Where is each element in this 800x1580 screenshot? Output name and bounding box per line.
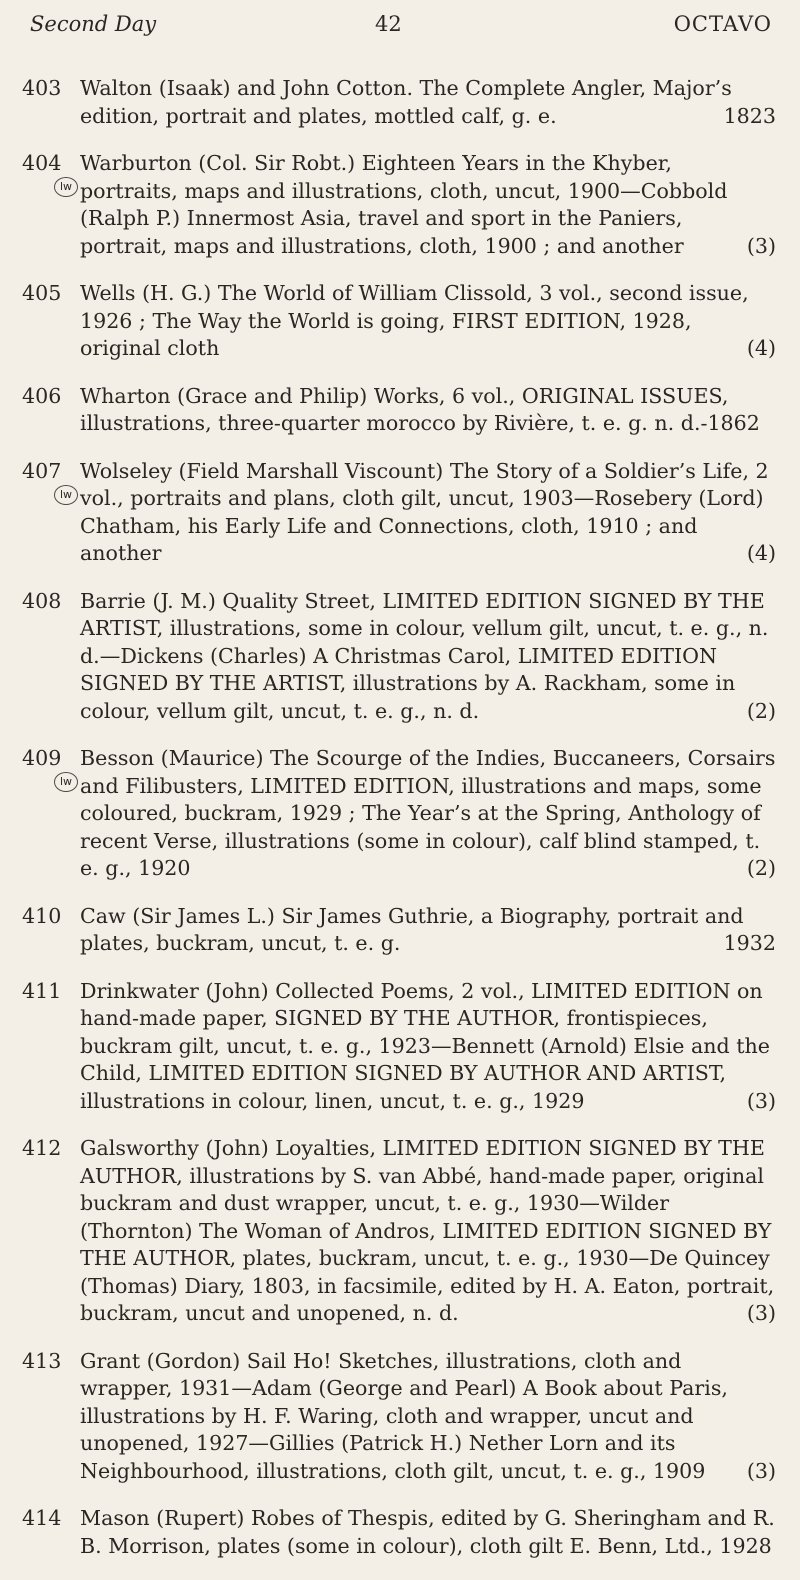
lot-description: Galsworthy (John) Loyalties, LIMITED EDITION SIGNED BY THE AUTHOR, illustrations by S. van Abbé, hand-made paper, original buckram and dust wrapper, uncut, t. e. g., 1930—Wilder (Thornton) The Woman of Andros, LIMITED EDITION SIGNED BY THE AUTHOR, plates, buckram, uncut, t. e. g., 1930—De Quincey (Thomas) Diary, 1803, in facsimile, edited by H. A. Eaton, portrait, buckram, uncut and unopened, n. d.	[80, 1136, 775, 1325]
lot-description: Mason (Rupert) Robes of Thespis, edited by G. Sheringham and R. B. Morrison, plates (some in colour), cloth gilt E. Benn, Ltd., 1928	[80, 1506, 775, 1558]
lot-number: 410	[22, 903, 62, 928]
lot-quantity: (4)	[746, 336, 776, 360]
lot-number: 407	[22, 458, 62, 483]
lot-entry	[22, 280, 776, 363]
lot-description: Grant (Gordon) Sail Ho! Sketches, illustrations, cloth and wrapper, 1931—Adam (George and Pearl) A Book about Paris, illustrations by H. F. Waring, cloth and wrapper, uncut and unopened, 1927—Gillies (Patrick H.) Nether Lorn and its Neighbourhood, illustrations, cloth gilt, uncut, t. e. g., 1909	[80, 1348, 728, 1483]
lot-entry	[22, 1505, 776, 1560]
lot-entry	[22, 978, 776, 1116]
lot-number: 412	[22, 1136, 62, 1160]
page-header	[30, 12, 772, 52]
lot-number: 406	[22, 383, 62, 408]
page-number: 42	[375, 12, 402, 36]
pencil-mark: lw	[54, 485, 78, 505]
lot-quantity: 1932	[723, 931, 776, 955]
lot-entry	[22, 75, 776, 130]
lot-entry	[22, 588, 776, 726]
lot-number: 409	[22, 746, 62, 770]
lot-number: 403	[22, 76, 62, 100]
lot-quantity: (2)	[746, 698, 776, 723]
lot-entry	[22, 1348, 776, 1486]
lot-quantity: (3)	[746, 1301, 776, 1325]
lot-entry	[22, 903, 776, 958]
lot-entry	[22, 1135, 776, 1328]
lot-quantity: (3)	[746, 233, 776, 258]
lot-entry	[22, 745, 776, 883]
lot-description: Warburton (Col. Sir Robt.) Eighteen Years in the Khyber, portraits, maps and illustrations, cloth, uncut, 1900—Cobbold (Ralph P.) Innermost Asia, travel and sport in the Paniers, portrait, maps and illustrations, cloth, 1900 ; and another	[80, 151, 728, 258]
lot-description: Drinkwater (John) Collected Poems, 2 vol., LIMITED EDITION on hand-made paper, SIGNED BY THE AUTHOR, frontispieces, buckram gilt, uncut, t. e. g., 1923—Bennett (Arnold) Elsie and the Child, LIMITED EDITION SIGNED BY AUTHOR AND ARTIST, illustrations in colour, linen, uncut, t. e. g., 1929	[80, 978, 770, 1113]
lot-quantity: 1823	[723, 103, 776, 128]
lot-description: Wells (H. G.) The World of William Clissold, 3 vol., second issue, 1926 ; The Way the World is going, FIRST EDITION, 1928, original cloth	[80, 281, 749, 360]
lot-quantity: (4)	[746, 541, 776, 565]
lot-list	[22, 75, 776, 1580]
lot-description: Walton (Isaak) and John Cotton. The Complete Angler, Major’s edition, portrait and plates, mottled calf, g. e.	[80, 76, 732, 128]
lot-number: 405	[22, 281, 62, 305]
lot-quantity: (3)	[746, 1088, 776, 1113]
lot-description: Besson (Maurice) The Scourge of the Indies, Buccaneers, Corsairs and Filibusters, LIMITED EDITION, illustrations and maps, some coloured, buckram, 1929 ; The Year’s at the Spring, Anthology of recent Verse, illustrations (some in colour), calf blind stamped, t. e. g., 1920	[80, 746, 776, 880]
lot-number: 404	[22, 151, 62, 175]
header-section: OCTAVO	[673, 12, 772, 36]
lot-description: Caw (Sir James L.) Sir James Guthrie, a Biography, portrait and plates, buckram, uncut, t. e. g.	[80, 903, 744, 955]
lot-number: 411	[22, 978, 62, 1003]
lot-number: 414	[22, 1506, 62, 1530]
lot-entry	[22, 150, 776, 260]
pencil-mark: lw	[54, 772, 78, 792]
lot-description: Wharton (Grace and Philip) Works, 6 vol., ORIGINAL ISSUES, illustrations, three-quarter morocco by Rivière, t. e. g. n. d.-1862	[80, 383, 760, 435]
pencil-mark: lw	[54, 177, 78, 197]
lot-description: Barrie (J. M.) Quality Street, LIMITED EDITION SIGNED BY THE ARTIST, illustrations, some in colour, vellum gilt, uncut, t. e. g., n. d.—Dickens (Charles) A Christmas Carol, LIMITED EDITION SIGNED BY THE ARTIST, illustrations by A. Rackham, some in colour, vellum gilt, uncut, t. e. g., n. d.	[80, 588, 769, 723]
lot-number: 413	[22, 1348, 62, 1373]
lot-entry	[22, 458, 776, 568]
lot-quantity: (2)	[746, 856, 776, 880]
lot-entry	[22, 383, 776, 438]
header-day: Second Day	[30, 12, 157, 36]
lot-number: 408	[22, 588, 62, 613]
lot-quantity: (3)	[746, 1458, 776, 1483]
lot-description: Wolseley (Field Marshall Viscount) The Story of a Soldier’s Life, 2 vol., portraits and plans, cloth gilt, uncut, 1903—Rosebery (Lord) Chatham, his Early Life and Connections, cloth, 1910 ; and another	[80, 458, 769, 565]
